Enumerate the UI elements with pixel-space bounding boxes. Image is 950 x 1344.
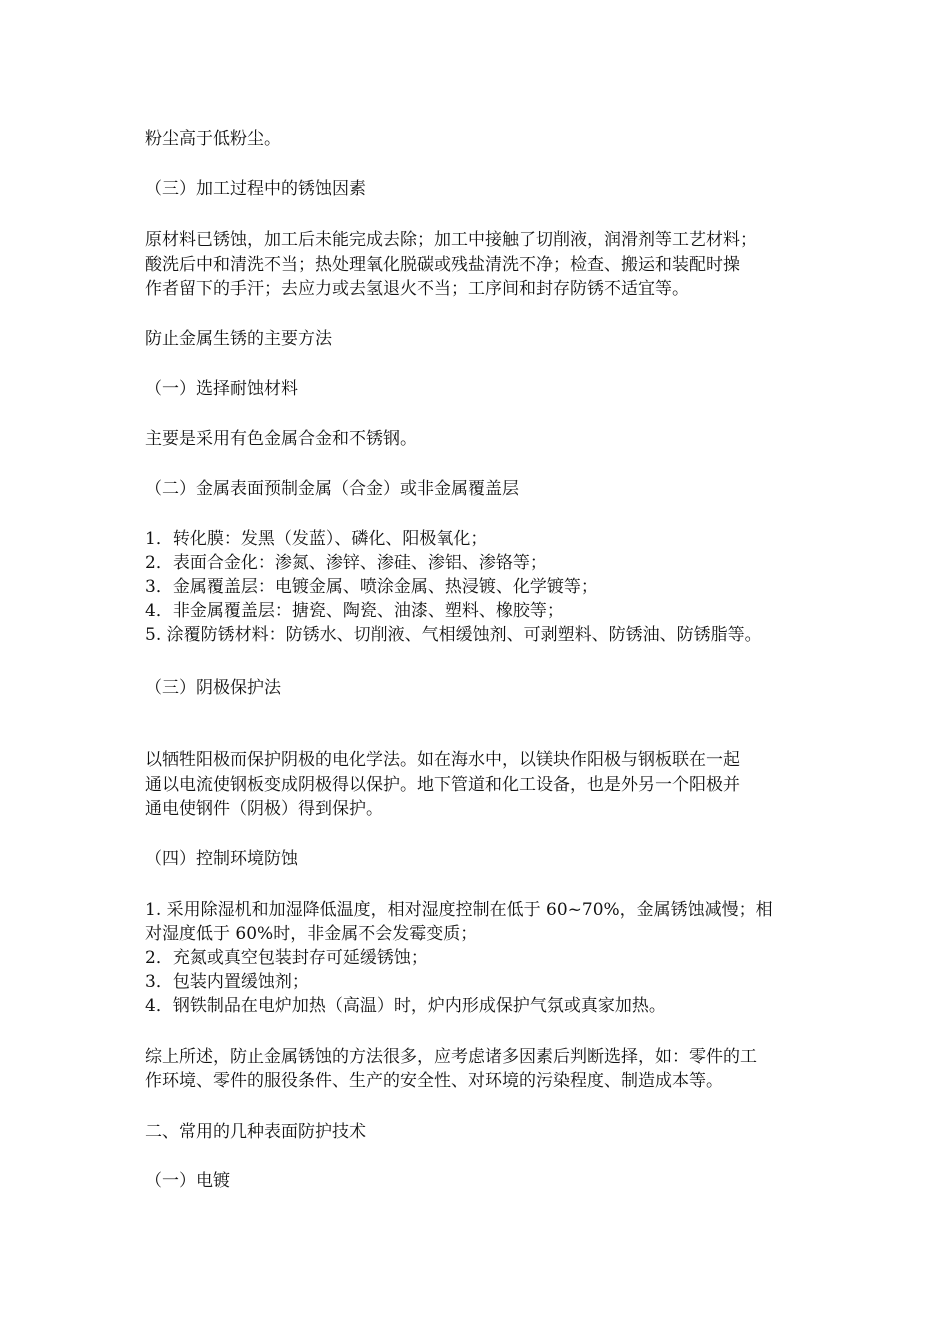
body-text-line: 通电使钢件（阴极）得到保护。 [145,799,383,819]
section-heading: （一）选择耐蚀材料 [145,379,298,399]
body-text-line: 原材料已锈蚀，加工后未能完成去除；加工中接触了切削液，润滑剂等工艺材料； [145,230,757,250]
section-heading: （一）电镀 [145,1171,230,1191]
body-text-line: 作者留下的手汗；去应力或去氢退火不当；工序间和封存防锈不适宜等。 [145,279,689,299]
body-text-line: 粉尘高于低粉尘。 [145,129,281,149]
section-heading: （三）加工过程中的锈蚀因素 [145,179,366,199]
section-heading: 防止金属生锈的主要方法 [145,329,332,349]
body-text-line: 以牺牲阳极而保护阴极的电化学法。如在海水中，以镁块作阳极与钢板联在一起 [145,750,740,770]
list-item: 1．转化膜：发黑（发蓝）、磷化、阳极氧化； [145,529,488,549]
body-text-line: 酸洗后中和清洗不当；热处理氧化脱碳或残盐清洗不净；检查、搬运和装配时操 [145,255,740,275]
list-item: 对湿度低于 60%时，非金属不会发霉变质； [145,924,478,944]
section-heading: （二）金属表面预制金属（合金）或非金属覆盖层 [145,479,519,499]
section-heading: （四）控制环境防蚀 [145,849,298,869]
list-item: 2．充氮或真空包装封存可延缓锈蚀； [145,948,428,968]
list-item: 5. 涂覆防锈材料：防锈水、切削液、气相缓蚀剂、可剥塑料、防锈油、防锈脂等。 [145,625,762,645]
body-text-line: 通以电流使钢板变成阴极得以保护。地下管道和化工设备，也是外另一个阳极并 [145,775,740,795]
list-item: 3．金属覆盖层：电镀金属、喷涂金属、热浸镀、化学镀等； [145,577,598,597]
list-item: 4．非金属覆盖层：搪瓷、陶瓷、油漆、塑料、橡胶等； [145,601,564,621]
body-text-line: 主要是采用有色金属合金和不锈钢。 [145,429,417,449]
section-heading: （三）阴极保护法 [145,678,281,698]
section-heading: 二、常用的几种表面防护技术 [145,1122,366,1142]
list-item: 2．表面合金化：渗氮、渗锌、渗硅、渗铝、渗铬等； [145,553,547,573]
list-item: 3．包装内置缓蚀剂； [145,972,309,992]
body-text-line: 作环境、零件的服役条件、生产的安全性、对环境的污染程度、制造成本等。 [145,1071,723,1091]
list-item: 1. 采用除湿机和加湿降低温度，相对湿度控制在低于 60~70%，金属锈蚀减慢；相 [145,900,773,920]
body-text-line: 综上所述，防止金属锈蚀的方法很多，应考虑诸多因素后判断选择，如：零件的工 [145,1047,757,1067]
list-item: 4．钢铁制品在电炉加热（高温）时，炉内形成保护气氛或真家加热。 [145,996,666,1016]
